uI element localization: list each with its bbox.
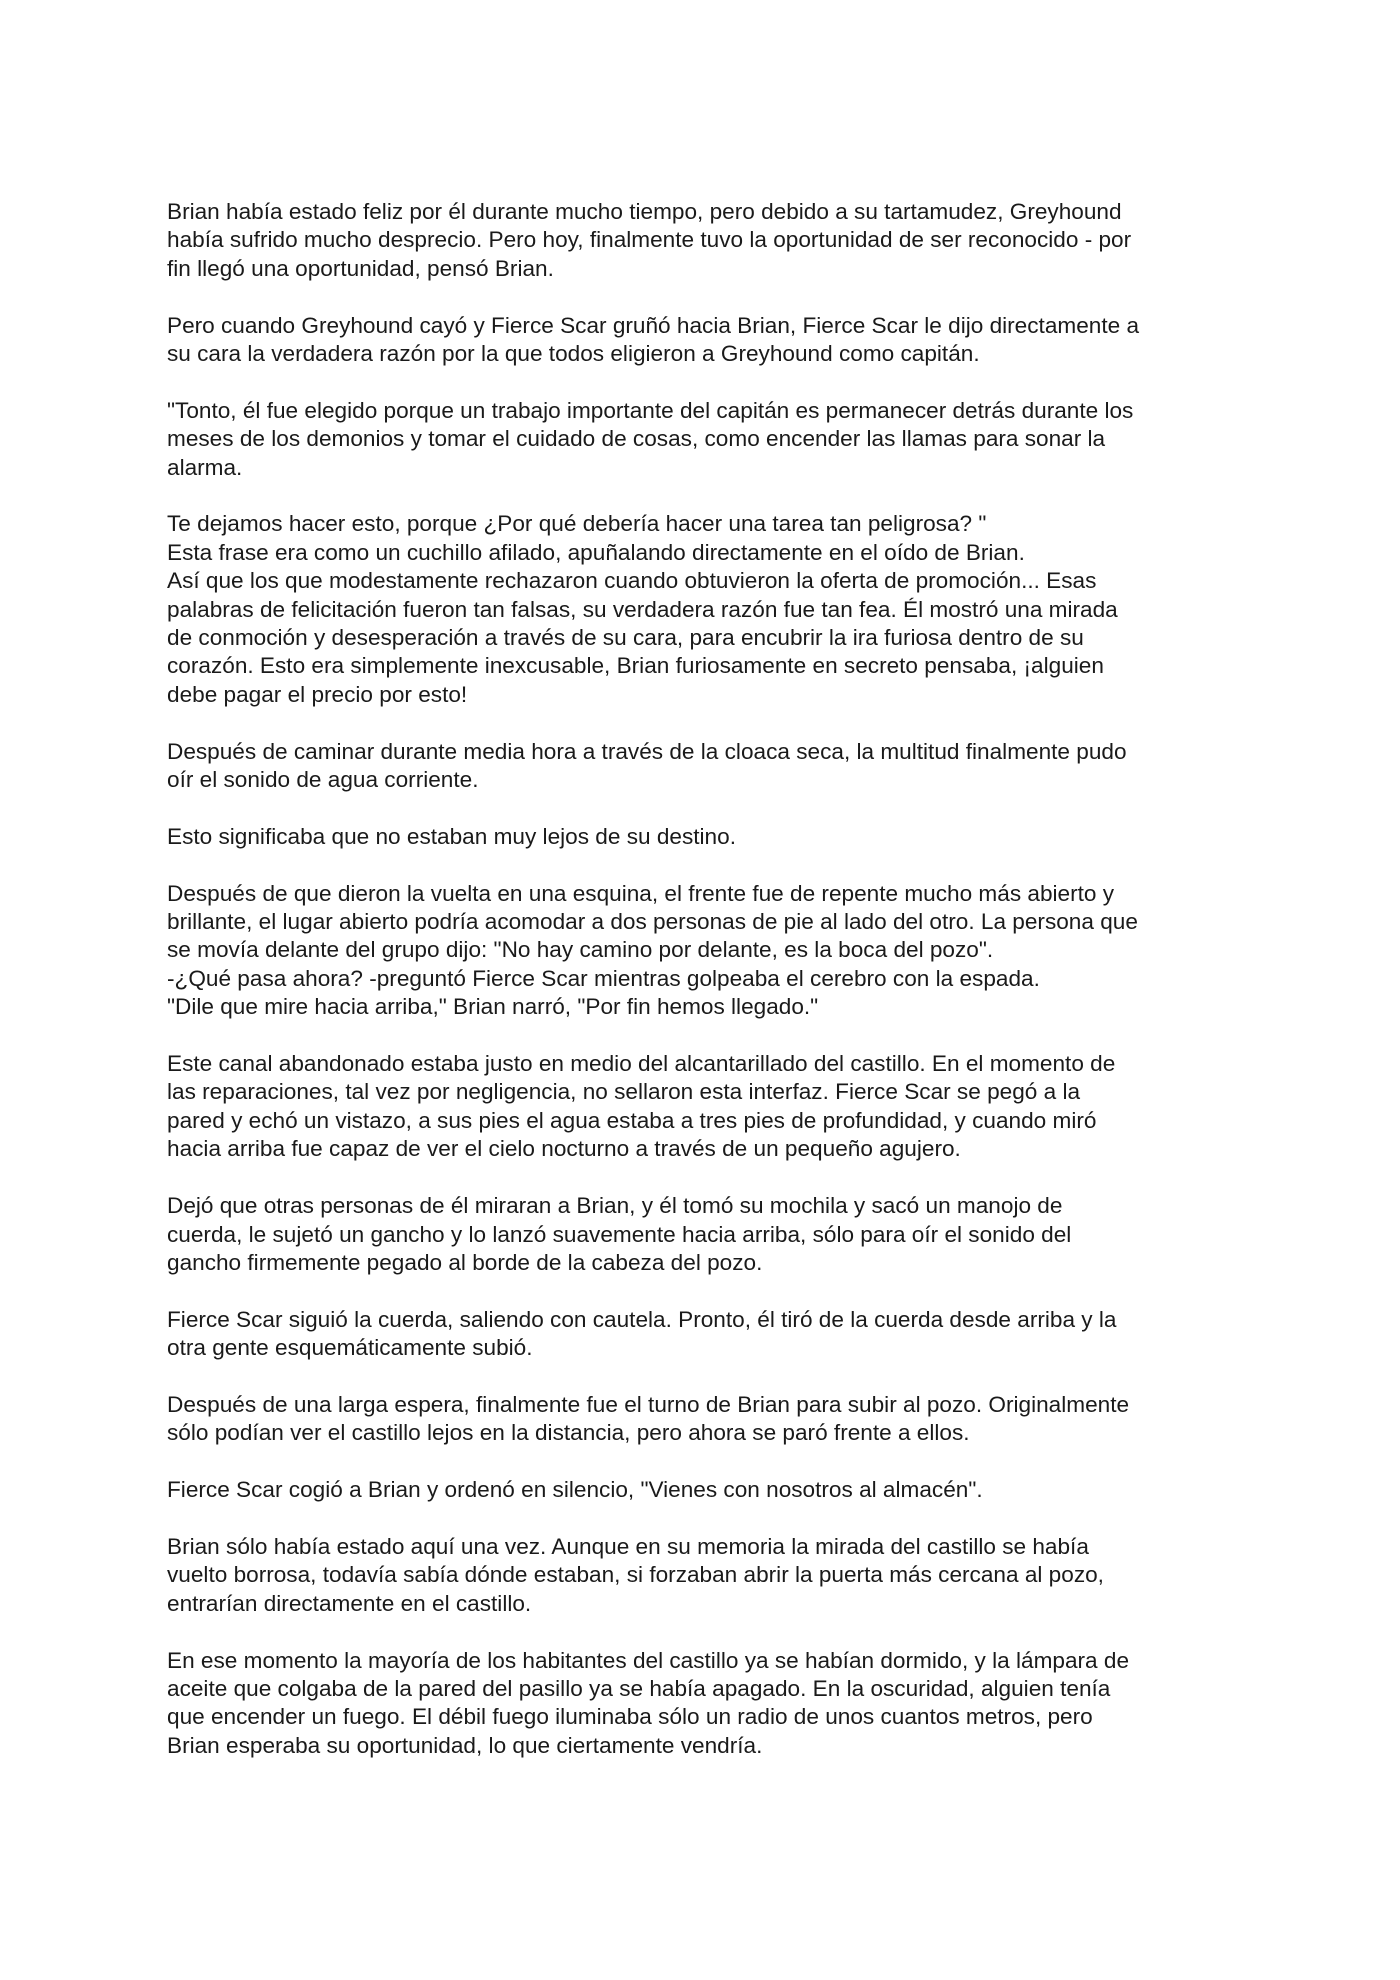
text-line: Pero cuando Greyhound cayó y Fierce Scar gruñó hacia Brian, Fierce Scar le dijo directamente a <box>167 312 1140 338</box>
text-line: de conmoción y desesperación a través de su cara, para encubrir la ira furiosa dentro de su <box>167 625 1084 651</box>
paragraph <box>167 510 1247 709</box>
paragraph <box>167 397 1247 482</box>
text-line: aceite que colgaba de la pared del pasillo ya se había apagado. En la oscuridad, alguien tenía <box>167 1675 1111 1701</box>
text-line: Brian sólo había estado aquí una vez. Aunque en su memoria la mirada del castillo se había <box>167 1533 1089 1559</box>
text-line: que encender un fuego. El débil fuego iluminaba sólo un radio de unos cuantos metros, pero <box>167 1704 1093 1730</box>
text-line: brillante, el lugar abierto podría acomodar a dos personas de pie al lado del otro. La persona que <box>167 909 1138 935</box>
text-line: Este canal abandonado estaba justo en medio del alcantarillado del castillo. En el momento de <box>167 1051 1116 1077</box>
paragraph <box>167 1647 1247 1761</box>
text-line: oír el sonido de agua corriente. <box>167 767 479 793</box>
text-line: entrarían directamente en el castillo. <box>167 1590 532 1616</box>
text-line: había sufrido mucho desprecio. Pero hoy, finalmente tuvo la oportunidad de ser reconocido - por <box>167 227 1132 253</box>
text-line: meses de los demonios y tomar el cuidado de cosas, como encender las llamas para sonar la <box>167 426 1106 452</box>
text-line: Así que los que modestamente rechazaron cuando obtuvieron la oferta de promoción... Esas <box>167 568 1097 594</box>
text-line: cuerda, le sujetó un gancho y lo lanzó suavemente hacia arriba, sólo para oír el sonido del <box>167 1221 1072 1247</box>
text-line: se movía delante del grupo dijo: "No hay camino por delante, es la boca del pozo". <box>167 937 994 963</box>
text-line: pared y echó un vistazo, a sus pies el agua estaba a tres pies de profundidad, y cuando miró <box>167 1107 1097 1133</box>
text-line: su cara la verdadera razón por la que todos eligieron a Greyhound como capitán. <box>167 341 980 367</box>
paragraph <box>167 312 1247 369</box>
document-body <box>167 198 1247 1760</box>
paragraph <box>167 1476 1247 1504</box>
text-line: fin llegó una oportunidad, pensó Brian. <box>167 255 554 281</box>
text-line: gancho firmemente pegado al borde de la cabeza del pozo. <box>167 1249 763 1275</box>
text-line: Te dejamos hacer esto, porque ¿Por qué debería hacer una tarea tan peligrosa? " <box>167 511 987 537</box>
text-line: "Dile que mire hacia arriba," Brian narró, "Por fin hemos llegado." <box>167 994 819 1020</box>
paragraph <box>167 198 1247 283</box>
paragraph <box>167 1306 1247 1363</box>
text-line: vuelto borrosa, todavía sabía dónde estaban, si forzaban abrir la puerta más cercana al pozo, <box>167 1562 1104 1588</box>
text-line: "Tonto, él fue elegido porque un trabajo importante del capitán es permanecer detrás durante los <box>167 397 1134 423</box>
paragraph <box>167 738 1247 795</box>
text-line: Esto significaba que no estaban muy lejos de su destino. <box>167 823 736 849</box>
text-line: sólo podían ver el castillo lejos en la distancia, pero ahora se paró frente a ellos. <box>167 1420 970 1446</box>
text-line: Después de una larga espera, finalmente fue el turno de Brian para subir al pozo. Originalmente <box>167 1391 1130 1417</box>
text-line: Esta frase era como un cuchillo afilado, apuñalando directamente en el oído de Brian. <box>167 539 1025 565</box>
text-line: Fierce Scar cogió a Brian y ordenó en silencio, "Vienes con nosotros al almacén". <box>167 1477 983 1503</box>
text-line: En ese momento la mayoría de los habitantes del castillo ya se habían dormido, y la lámpara de <box>167 1647 1130 1673</box>
text-line: corazón. Esto era simplemente inexcusable, Brian furiosamente en secreto pensaba, ¡alguien <box>167 653 1104 679</box>
text-line: -¿Qué pasa ahora? -preguntó Fierce Scar mientras golpeaba el cerebro con la espada. <box>167 965 1040 991</box>
paragraph <box>167 823 1247 851</box>
paragraph <box>167 1050 1247 1164</box>
text-line: Dejó que otras personas de él miraran a Brian, y él tomó su mochila y sacó un manojo de <box>167 1193 1063 1219</box>
text-line: debe pagar el precio por esto! <box>167 681 468 707</box>
paragraph <box>167 1391 1247 1448</box>
paragraph <box>167 1533 1247 1618</box>
text-line: Brian esperaba su oportunidad, lo que ciertamente vendría. <box>167 1732 763 1758</box>
text-line: Fierce Scar siguió la cuerda, saliendo con cautela. Pronto, él tiró de la cuerda desde arriba y la <box>167 1306 1117 1332</box>
text-line: Después de que dieron la vuelta en una esquina, el frente fue de repente mucho más abierto y <box>167 880 1115 906</box>
text-line: alarma. <box>167 454 243 480</box>
text-line: hacia arriba fue capaz de ver el cielo nocturno a través de un pequeño agujero. <box>167 1136 961 1162</box>
text-line: las reparaciones, tal vez por negligencia, no sellaron esta interfaz. Fierce Scar se pegó a la <box>167 1079 1081 1105</box>
paragraph <box>167 1192 1247 1277</box>
text-line: otra gente esquemáticamente subió. <box>167 1335 533 1361</box>
text-line: Después de caminar durante media hora a través de la cloaca seca, la multitud finalmente pudo <box>167 738 1127 764</box>
paragraph <box>167 880 1247 1022</box>
text-line: palabras de felicitación fueron tan falsas, su verdadera razón fue tan fea. Él mostró una mirada <box>167 596 1118 622</box>
text-line: Brian había estado feliz por él durante mucho tiempo, pero debido a su tartamudez, Greyhound <box>167 199 1122 224</box>
